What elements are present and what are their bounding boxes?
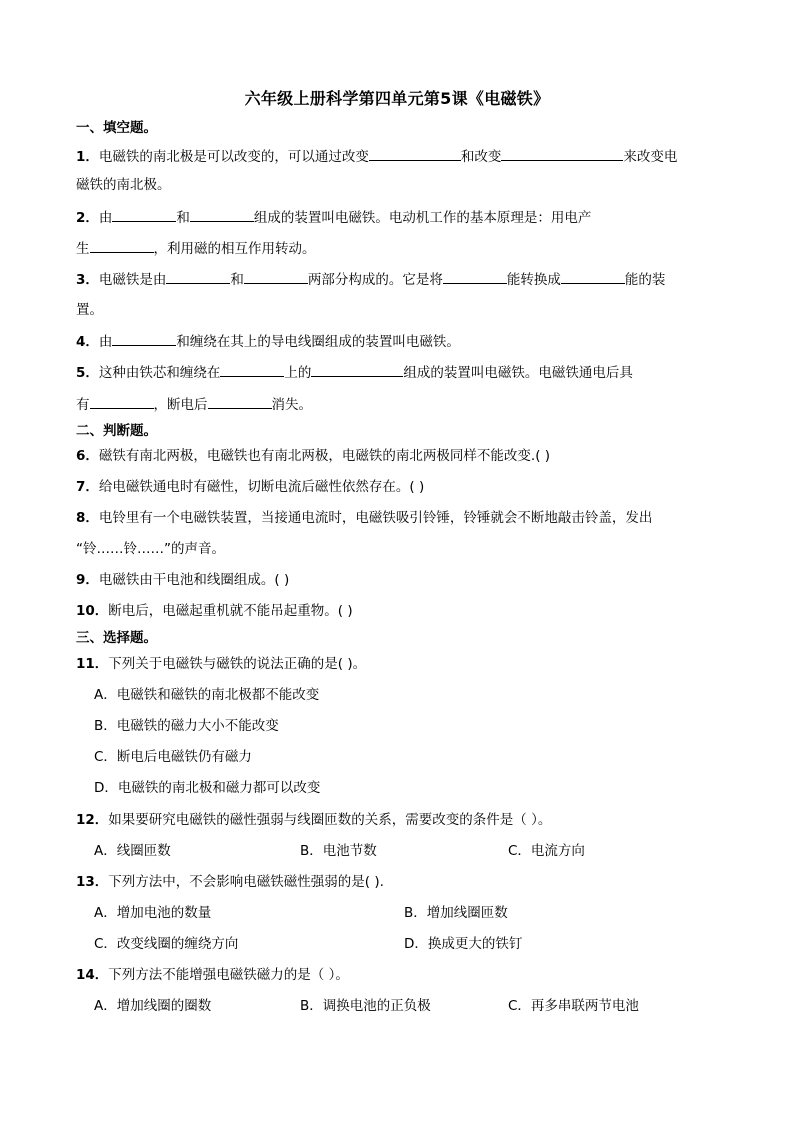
question-text: 电磁铁是由	[98, 272, 167, 288]
answer-blank[interactable]	[443, 269, 507, 284]
option-b[interactable]: B．电磁铁的磁力大小不能改变	[94, 718, 279, 734]
question-8	[76, 508, 652, 528]
question-number: 5．	[76, 365, 99, 381]
answer-blank[interactable]	[220, 362, 284, 377]
question-11	[76, 654, 366, 674]
option-c[interactable]: C．电流方向	[508, 843, 585, 859]
question-7	[76, 477, 424, 497]
question-text: 这种由铁芯和缠绕在	[98, 365, 221, 381]
answer-blank[interactable]	[166, 269, 230, 284]
section-true-false-heading: 二、判断题。	[76, 423, 157, 439]
question-5	[76, 362, 633, 383]
option-d[interactable]: D．电磁铁的南北极和磁力都可以改变	[94, 780, 321, 796]
question-9	[76, 570, 289, 590]
question-text: 消失。	[271, 397, 312, 413]
question-text: 由	[98, 334, 113, 350]
section-fill-blank-heading: 一、填空题。	[76, 120, 157, 136]
answer-blank[interactable]	[112, 331, 176, 346]
question-text: 电磁铁由干电池和线圈组成。( )	[98, 572, 290, 588]
answer-blank[interactable]	[311, 362, 403, 377]
question-10	[76, 601, 353, 621]
question-4	[76, 331, 460, 352]
question-text: 和改变	[460, 149, 502, 165]
question-number: 6．	[76, 448, 99, 464]
question-text: 和	[176, 210, 190, 226]
question-text: 上的	[284, 365, 312, 381]
question-number: 13．	[76, 874, 109, 890]
question-text: 组成的装置叫电磁铁。电磁铁通电后具	[403, 365, 633, 381]
question-2	[76, 207, 591, 228]
question-text: 和缠绕在其上的导电线圈组成的装置叫电磁铁。	[176, 334, 460, 350]
question-text: 下列方法中，不会影响电磁铁磁性强弱的是( ).	[108, 874, 384, 890]
question-text: 组成的装置叫电磁铁。电动机工作的基本原理是：用电产	[253, 210, 592, 226]
answer-blank[interactable]	[561, 269, 625, 284]
question-text: 如果要研究电磁铁的磁性强弱与线圈匝数的关系，需要改变的条件是（ ）。	[108, 812, 552, 828]
question-text: 两部分构成的。它是将	[307, 272, 443, 288]
question-text: 由	[98, 210, 113, 226]
question-number: 10．	[76, 603, 109, 619]
option-b[interactable]: B．调换电池的正负极	[300, 998, 431, 1014]
option-d[interactable]: D．换成更大的铁钉	[404, 936, 523, 952]
option-c[interactable]: C．再多串联两节电池	[508, 998, 639, 1014]
question-number: 3．	[76, 272, 99, 288]
question-14	[76, 965, 349, 985]
answer-blank[interactable]	[112, 207, 176, 222]
question-number: 7．	[76, 479, 99, 495]
question-text: ，断电后	[153, 397, 208, 413]
question-text: 能转换成	[506, 272, 561, 288]
answer-blank[interactable]	[244, 269, 308, 284]
question-8-cont: “铃……铃……”的声音。	[76, 541, 225, 557]
question-text: ，利用磁的相互作用转动。	[153, 241, 316, 257]
question-number: 11．	[76, 656, 109, 672]
question-number: 2．	[76, 210, 99, 226]
question-number: 14．	[76, 967, 109, 983]
question-number: 4．	[76, 334, 99, 350]
option-c[interactable]: C．断电后电磁铁仍有磁力	[94, 749, 252, 765]
question-2-cont	[76, 238, 316, 259]
question-number: 8．	[76, 510, 99, 526]
answer-blank[interactable]	[369, 146, 461, 161]
option-c[interactable]: C．改变线圈的缠绕方向	[94, 936, 239, 952]
answer-blank[interactable]	[90, 394, 154, 409]
question-text: 电铃里有一个电磁铁装置，当接通电流时，电磁铁吸引铃锤，铃锤就会不断地敲击铃盖，发出	[98, 510, 653, 526]
option-a[interactable]: A．电磁铁和磁铁的南北极都不能改变	[94, 687, 320, 703]
question-text: 和	[230, 272, 244, 288]
question-text: 给电磁铁通电时有磁性，切断电流后磁性依然存在。( )	[98, 479, 425, 495]
question-number: 9．	[76, 572, 99, 588]
question-6	[76, 446, 550, 466]
question-3-cont: 置。	[76, 302, 103, 318]
question-text: 来改变电	[623, 149, 678, 165]
answer-blank[interactable]	[90, 238, 154, 253]
option-b[interactable]: B．增加线圈匝数	[404, 905, 508, 921]
question-text: 下列关于电磁铁与磁铁的说法正确的是( )。	[108, 656, 367, 672]
question-12	[76, 810, 551, 830]
question-text: 断电后，电磁起重机就不能吊起重物。( )	[108, 603, 353, 619]
answer-blank[interactable]	[208, 394, 272, 409]
page-title: 六年级上册科学第四单元第5课《电磁铁》	[244, 89, 550, 108]
option-a[interactable]: A．增加线圈的圈数	[94, 998, 212, 1014]
question-text: 电磁铁的南北极是可以改变的，可以通过改变	[98, 149, 369, 165]
question-number: 1．	[76, 149, 99, 165]
question-1	[76, 146, 677, 167]
question-text: 磁铁有南北两极，电磁铁也有南北两极，电磁铁的南北两极同样不能改变.( )	[98, 448, 551, 464]
section-multiple-choice-heading: 三、选择题。	[76, 630, 157, 646]
question-1-cont: 磁铁的南北极。	[76, 177, 171, 193]
answer-blank[interactable]	[501, 146, 623, 161]
question-text: 生	[76, 241, 90, 257]
question-text: 能的装	[624, 272, 666, 288]
question-text: 下列方法不能增强电磁铁磁力的是（ ）。	[108, 967, 349, 983]
option-b[interactable]: B．电池节数	[300, 843, 377, 859]
answer-blank[interactable]	[190, 207, 254, 222]
option-a[interactable]: A．线圈匝数	[94, 843, 171, 859]
question-13	[76, 872, 384, 892]
question-number: 12．	[76, 812, 109, 828]
question-5-cont	[76, 394, 312, 415]
option-a[interactable]: A．增加电池的数量	[94, 905, 212, 921]
question-3	[76, 269, 665, 290]
question-text: 有	[76, 397, 90, 413]
